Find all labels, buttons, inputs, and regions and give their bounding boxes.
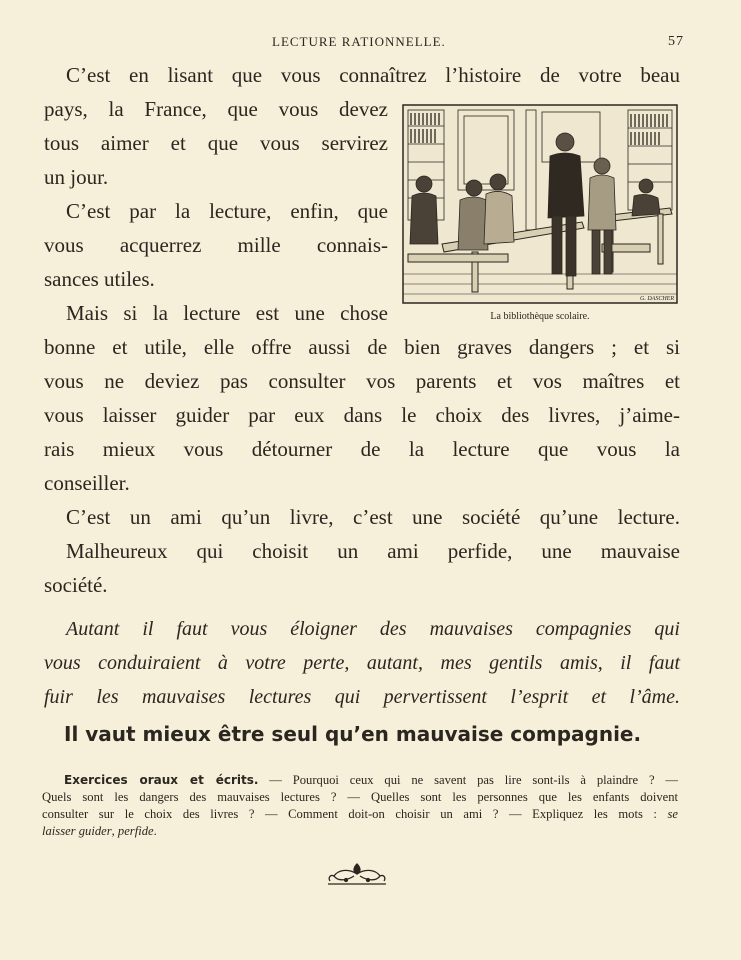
figure-caption: La bibliothèque scolaire. (490, 311, 590, 322)
exercises-title: Exercices oraux et écrits. (64, 773, 259, 787)
text-line: rais mieux vous détourner de la lecture que vous la (44, 437, 680, 461)
text-line: sances utiles. (44, 267, 155, 291)
vocab-term: laisser guider (42, 824, 112, 838)
exercises-block (42, 772, 678, 840)
running-header (44, 34, 684, 52)
text-line: un jour. (44, 165, 109, 189)
illustration-school-library (402, 104, 678, 322)
punctuation: , (111, 824, 118, 838)
library-engraving (402, 104, 678, 304)
text-line: société. (44, 573, 108, 597)
exercise-text: consulter sur le choix des livres ? — Comment doit-on choisir un ami ? — Expliquez les mots : (42, 807, 657, 821)
text-line: vous ne deviez pas consulter vos parents et vos maîtres et (44, 369, 680, 393)
page-number: 57 (668, 34, 684, 49)
text-line: bonne et utile, elle offre aussi de bien graves dangers ; et si (44, 335, 680, 359)
italic-maxim (44, 612, 680, 714)
exercise-text: — Pourquoi ceux qui ne savent pas lire sont-ils à plaindre ? — (258, 773, 678, 787)
punctuation: . (153, 824, 157, 838)
running-title: LECTURE RATIONNELLE. (272, 34, 446, 49)
text-line: tous aimer et que vous servirez (44, 131, 388, 155)
proverb-heading: Il vaut mieux être seul qu’en mauvaise compagnie. (64, 722, 642, 746)
maxim-line: vous conduiraient à votre perte, autant, mes gentils amis, il faut (44, 652, 680, 674)
vocab-term: se (667, 807, 678, 821)
text-line: vous acquerrez mille connais- (44, 233, 388, 257)
vocab-term: perfide (117, 824, 154, 838)
text-line: vous laisser guider par eux dans le choix des livres, j’aime- (44, 403, 680, 427)
text-line: pays, la France, que vous devez (44, 97, 388, 121)
paragraph-knowledge (44, 194, 388, 296)
fleuron-ornament-icon (326, 860, 388, 888)
exercise-line (42, 806, 678, 823)
exercise-line (42, 823, 678, 840)
engraver-signature: G. DASCHER (640, 296, 674, 302)
text-line: C’est par la lecture, enfin, que (66, 199, 388, 223)
text-line: C’est un ami qu’un livre, c’est une société qu’une lecture. (66, 505, 680, 529)
text-line: Mais si la lecture est une chose (66, 301, 388, 325)
text-line: conseiller. (44, 471, 130, 495)
maxim-line: fuir les mauvaises lectures qui pervertissent l’esprit et l’âme. (44, 686, 680, 708)
paragraph-dangers (44, 296, 680, 500)
text-line: C’est en lisant que vous connaîtrez l’histoire de votre beau (66, 63, 680, 87)
exercise-line: Quels sont les dangers des mauvaises lectures ? — Quelles sont les personnes que les enfants doivent (42, 790, 678, 804)
paragraph-friend-book (44, 500, 680, 602)
maxim-line: Autant il faut vous éloigner des mauvaises compagnies qui (66, 618, 680, 640)
text-line: Malheureux qui choisit un ami perfide, une mauvaise (66, 539, 680, 563)
exercise-line (42, 772, 678, 789)
